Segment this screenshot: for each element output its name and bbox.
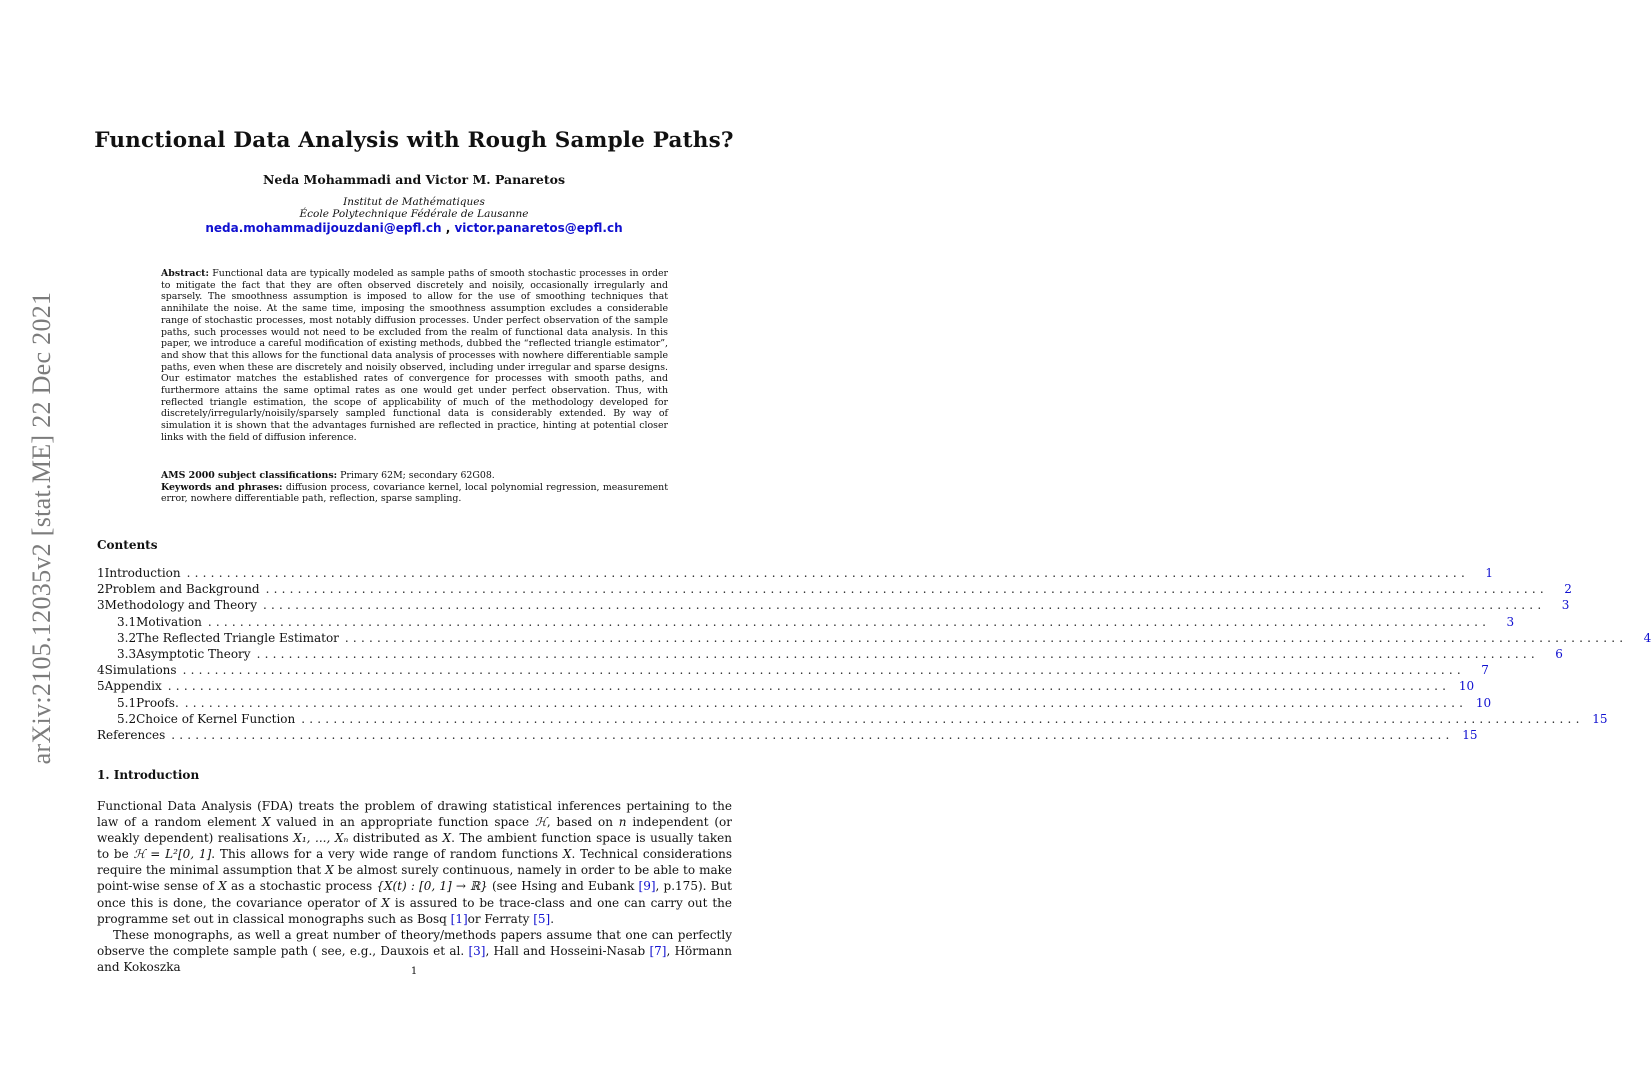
toc-entry-number: 5.2 — [117, 711, 137, 726]
citation-link[interactable]: [5] — [533, 911, 551, 926]
toc-leader-dots: ................................................................................................................................................................ — [171, 727, 1454, 742]
toc-leader-dots: ................................................................................................................................................................ — [184, 695, 1468, 710]
citation-link[interactable]: [3] — [468, 943, 486, 958]
email-link-panaretos[interactable]: victor.panaretos@epfl.ch — [454, 221, 623, 235]
citation-link[interactable]: [1] — [450, 911, 468, 926]
toc-entry-label[interactable]: Introduction — [104, 566, 181, 580]
keywords — [161, 482, 668, 505]
paragraph: Functional Data Analysis (FDA) treats the problem of drawing statistical inferences pertaining to the law of a random element X valued in an appropriate function space ℋ, based on n independent (or weakly dependent) realisations X₁, ..., Xₙ distributed as X. The ambient function space is usually taken to be ℋ = L²[0, 1]. This allows for a very wide range of random functions X. Technical considerations require the minimal assumption that X be almost surely continuous, namely in order to be able to make point-wise sense of X as a stochastic process {X(t) : [0, 1] → ℝ} (see Hsing and Eubank [9], p.175). But once this is done, the covariance operator of X is assured to be trace-class and one can carry out the programme set out in classical monographs such as Bosq [1]or Ferraty [5]. — [97, 799, 733, 926]
toc-entry-label[interactable]: Appendix — [104, 679, 162, 694]
toc-entry-number: 5 — [97, 679, 105, 694]
paragraph: These monographs, as well a great number of theory/methods papers assume that one can perfectly observe the complete sample path ( see, e.g., Dauxois et al. [3], Hall and Hosseini-Nasab [7], Hörmann and Kokoszka — [97, 927, 732, 974]
toc-entry-label[interactable]: The Reflected Triangle Estimator — [136, 630, 339, 645]
toc-entry[interactable] — [97, 663, 1489, 679]
keywords-text: diffusion process, covariance kernel, local polynomial regression, measurement error, nowhere differentiable path, reflection, sparse sampling. — [161, 481, 668, 505]
arxiv-identifier-stamp: arXiv:2105.12035v2 [stat.ME] 22 Dec 2021 — [27, 291, 56, 765]
toc-page-link[interactable]: 15 — [1592, 711, 1608, 726]
toc-entry-number: 3 — [97, 598, 105, 613]
contents-heading: Contents — [97, 538, 158, 552]
toc-page-link[interactable]: 7 — [1481, 663, 1489, 678]
paper-title: Functional Data Analysis with Rough Sample Paths? — [94, 128, 734, 153]
email-link-mohammadi[interactable]: neda.mohammadijouzdani@epfl.ch — [205, 221, 442, 235]
toc-leader-dots: ................................................................................................................................................................ — [263, 598, 1546, 613]
toc-entry-number: 4 — [97, 663, 105, 678]
toc-leader-dots: ................................................................................................................................................................ — [167, 679, 1451, 694]
toc-page-link[interactable]: 1 — [1485, 566, 1493, 580]
toc-entry-label[interactable]: References — [97, 727, 166, 742]
toc-entry[interactable] — [97, 582, 1572, 598]
toc-entry[interactable] — [97, 598, 1570, 614]
toc-page-link[interactable]: 3 — [1561, 598, 1570, 613]
abstract-text: Functional data are typically modeled as sample paths of smooth stochastic processes in order to mitigate the fact that they are often observed discretely and noisily, occasionally irregularly and sparsely. The smoothness assumption is imposed to allow for the use of smoothing techniques that annihilate the noise. At the same time, imposing the smoothness assumption excludes a considerable range of stochastic processes, most notably diffusion processes. Under perfect observation of the sample paths, such processes would not need to be excluded from the realm of functional data analysis. In this paper, we introduce a careful modification of existing methods, dubbed the “reflected triangle estimator”, and show that this allows for the functional data analysis of processes with nowhere differentiable sample paths, even when these are discretely and noisily observed, including under irregular and sparse designs. Our estimator matches the established rates of convergence for processes with smooth paths, and furthermore attains the same optimal rates as one would get under perfect observation. Thus, with reflected triangle estimation, the scope of applicability of much of the methodology developed for discretely/irregularly/noisily/sparsely sampled functional data is considerably extended. By way of simulation it is shown that the advantages furnished are reflected in practice, hinting at potential closer links with the field of diffusion inference. — [161, 268, 669, 443]
page-number: 1 — [410, 966, 418, 977]
toc-entry[interactable] — [97, 711, 1608, 728]
toc-entry-label[interactable]: Problem and Background — [104, 582, 260, 597]
toc-entry-label[interactable]: Simulations — [104, 663, 177, 678]
affiliation-line-1: Institut de Mathématiques — [343, 196, 485, 208]
classification-block — [161, 470, 668, 505]
toc-entry[interactable] — [97, 727, 1478, 744]
toc-leader-dots: ................................................................................................................................................................ — [344, 630, 1628, 645]
toc-entry-label[interactable]: Choice of Kernel Function — [136, 711, 296, 726]
abstract-block — [161, 268, 668, 444]
toc-page-link[interactable]: 4 — [1643, 630, 1651, 645]
abstract-label: Abstract: — [161, 268, 209, 279]
toc-leader-dots: ................................................................................................................................................................ — [265, 582, 1548, 597]
toc-page-link[interactable]: 10 — [1458, 679, 1475, 694]
toc-page-link[interactable]: 3 — [1506, 614, 1515, 629]
toc-entry[interactable] — [97, 679, 1475, 695]
toc-page-link[interactable]: 10 — [1475, 695, 1492, 710]
ams-text: Primary 62M; secondary 62G08. — [340, 470, 495, 481]
toc-entry[interactable] — [97, 695, 1492, 712]
author-emails — [0, 221, 828, 235]
ams-label: AMS 2000 subject classifications: — [161, 470, 338, 481]
affiliation-line-2: École Polytechnique Fédérale de Lausanne — [299, 208, 529, 220]
toc-page-link[interactable]: 6 — [1555, 646, 1563, 661]
toc-entry[interactable] — [97, 646, 1563, 663]
toc-leader-dots: ................................................................................................................................................................ — [301, 711, 1584, 726]
toc-leader-dots: ................................................................................................................................................................ — [182, 663, 1465, 678]
keywords-label: Keywords and phrases: — [161, 481, 283, 493]
toc-entry[interactable] — [97, 566, 1493, 582]
toc-entry-number: 3.2 — [117, 630, 137, 645]
toc-entry-label[interactable]: Proofs. — [136, 695, 179, 710]
citation-link[interactable]: [9] — [638, 879, 656, 894]
toc-entry-number: 3.3 — [117, 646, 137, 661]
toc-page-link[interactable]: 15 — [1462, 727, 1478, 742]
toc-entry[interactable] — [97, 614, 1515, 631]
toc-entry-label[interactable]: Motivation — [136, 614, 202, 629]
toc-leader-dots: ................................................................................................................................................................ — [207, 614, 1491, 629]
toc-entry-number: 5.1 — [117, 695, 137, 710]
toc-entry-number: 1 — [97, 566, 105, 580]
introduction-text — [97, 798, 732, 975]
toc-entry-label[interactable]: Methodology and Theory — [104, 598, 258, 613]
toc-entry-label[interactable]: Asymptotic Theory — [136, 646, 251, 661]
author-list: Neda Mohammadi and Victor M. Panaretos — [262, 172, 566, 187]
email-separator: , — [441, 221, 455, 235]
ams-classification — [161, 470, 668, 482]
toc-leader-dots: ................................................................................................................................................................ — [186, 566, 1469, 580]
toc-page-link[interactable]: 2 — [1564, 582, 1572, 597]
table-of-contents — [97, 566, 1651, 744]
toc-entry[interactable] — [97, 630, 1651, 647]
toc-entry-number: 3.1 — [117, 614, 137, 629]
toc-leader-dots: ................................................................................................................................................................ — [256, 646, 1539, 661]
section-heading-introduction: 1. Introduction — [97, 768, 200, 782]
toc-entry-number: 2 — [97, 582, 105, 597]
citation-link[interactable]: [7] — [649, 943, 667, 958]
